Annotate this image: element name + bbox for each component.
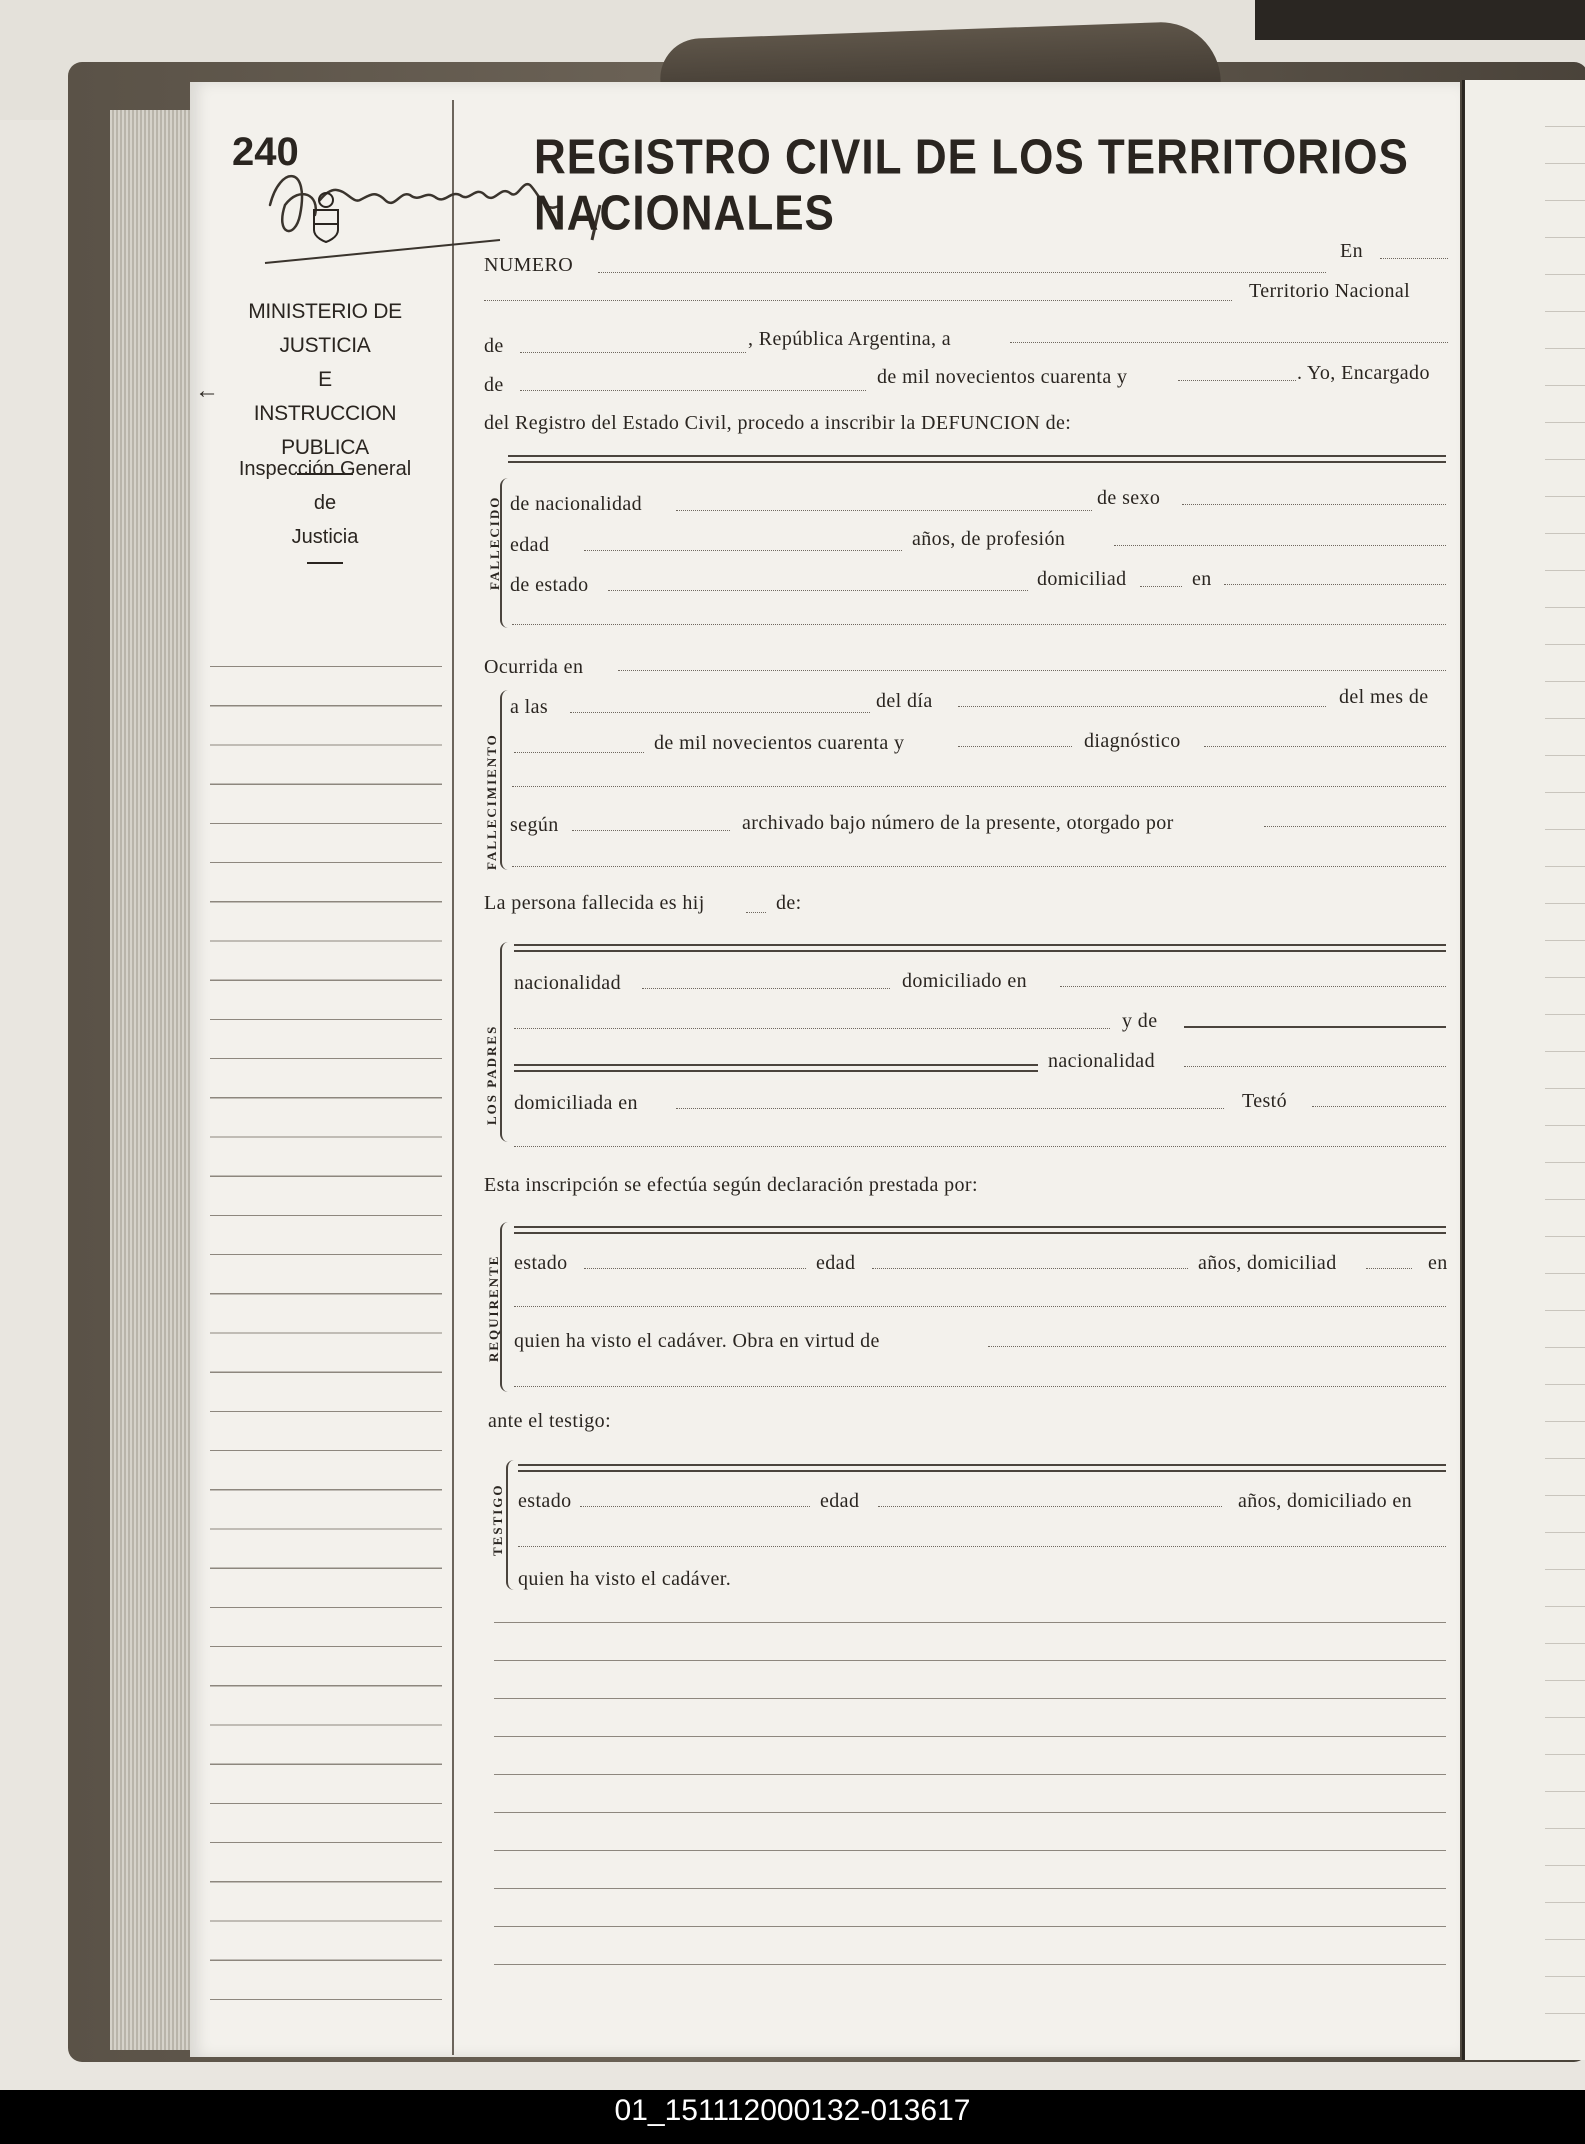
field-padre-nacionalidad[interactable]	[642, 988, 890, 989]
facing-page-lines	[1545, 90, 1585, 2050]
field-domicilio-cont[interactable]	[512, 624, 1446, 625]
field-padre-nombre[interactable]	[514, 944, 1446, 952]
label-del-dia: del día	[876, 690, 933, 712]
label-persona-fallecida: La persona fallecida es hij	[484, 892, 705, 914]
label-ante-testigo: ante el testigo:	[488, 1410, 612, 1432]
field-padre-domicilio[interactable]	[1060, 986, 1446, 987]
field-requirente-domiciliad-suffix[interactable]	[1366, 1268, 1412, 1269]
label-nacionalidad: nacionalidad	[1048, 1050, 1155, 1072]
label-quien-ha-visto: quien ha visto el cadáver.	[518, 1568, 732, 1590]
inspeccion-line-3: Justicia	[291, 526, 359, 548]
note-line[interactable]	[494, 1736, 1446, 1737]
label-del-registro: del Registro del Estado Civil, procedo a inscribir la DEFUNCION de:	[484, 412, 1072, 434]
label-republica: , República Argentina, a	[748, 328, 952, 350]
field-madre-domicilio[interactable]	[676, 1108, 1224, 1109]
page-number: 240	[232, 130, 299, 174]
note-line[interactable]	[494, 1926, 1446, 1927]
field-madre-nombre-cont[interactable]	[514, 1064, 1038, 1072]
field-dia[interactable]	[958, 706, 1326, 707]
label-diagnostico: diagnóstico	[1084, 730, 1181, 752]
label-yo-encargado: . Yo, Encargado	[1297, 362, 1430, 384]
label-de: de	[484, 335, 504, 357]
inspeccion-line-2: de	[313, 492, 337, 514]
brace	[500, 690, 510, 870]
field-padre-domicilio-cont[interactable]	[514, 1028, 1110, 1029]
field-testigo-domicilio[interactable]	[518, 1546, 1446, 1547]
field-requirente-domicilio[interactable]	[514, 1306, 1446, 1307]
brace	[500, 942, 510, 1142]
page-edges	[110, 110, 200, 2050]
label-edad: edad	[820, 1490, 860, 1512]
form-title: REGISTRO CIVIL DE LOS TERRITORIOS NACIONALES	[534, 130, 1409, 241]
label-esta-inscripcion: Esta inscripción se efectúa según declaración prestada por:	[484, 1174, 978, 1196]
section-label-requirente: REQUIRENTE	[486, 1254, 501, 1362]
section-label-testigo: TESTIGO	[490, 1483, 505, 1556]
label-anos-domiciliad: años, domiciliad	[1198, 1252, 1337, 1274]
margin-ruled-lines	[210, 628, 442, 2028]
label-de: de	[484, 374, 504, 396]
field-en[interactable]	[1380, 258, 1448, 259]
label-en: en	[1428, 1252, 1448, 1274]
field-nacionalidad[interactable]	[676, 510, 1092, 511]
field-sexo[interactable]	[1182, 504, 1446, 505]
field-testo[interactable]	[1312, 1106, 1446, 1107]
field-domiciliad-suffix[interactable]	[1140, 586, 1182, 587]
field-padres-cont[interactable]	[514, 1146, 1446, 1147]
field-requirente-estado[interactable]	[584, 1268, 806, 1269]
label-de-colon: de:	[776, 892, 802, 914]
inspeccion-line-1: Inspección General	[238, 458, 412, 480]
background-dark-corner	[1255, 0, 1585, 40]
field-requirente-nombre[interactable]	[514, 1226, 1446, 1234]
label-domiciliad: domiciliad	[1037, 568, 1127, 590]
field-place[interactable]	[484, 300, 1232, 301]
label-edad: edad	[510, 534, 550, 556]
note-line[interactable]	[494, 1812, 1446, 1813]
label-segun: según	[510, 814, 559, 836]
field-profesion[interactable]	[1114, 545, 1446, 546]
field-domicilio[interactable]	[1224, 584, 1446, 585]
field-diagnostico[interactable]	[1204, 746, 1446, 747]
label-edad: edad	[816, 1252, 856, 1274]
field-ano[interactable]	[958, 746, 1072, 747]
field-deceased-name[interactable]	[508, 455, 1446, 463]
label-nacionalidad: nacionalidad	[514, 972, 621, 994]
field-estado[interactable]	[608, 590, 1028, 591]
label-mil-novecientos-2: de mil novecientos cuarenta y	[654, 732, 905, 754]
field-segun[interactable]	[572, 830, 730, 831]
label-domiciliado-en: domiciliado en	[902, 970, 1028, 992]
label-de-estado: de estado	[510, 574, 589, 596]
divider	[307, 562, 343, 564]
label-quien-ha-visto: quien ha visto el cadáver. Obra en virtud de	[514, 1330, 880, 1352]
field-mes[interactable]	[514, 752, 644, 753]
margin-divider	[452, 100, 454, 2055]
note-line[interactable]	[494, 1850, 1446, 1851]
label-archivado: archivado bajo número de la presente, otorgado por	[742, 812, 1174, 834]
brace	[506, 1460, 516, 1590]
inspeccion-heading	[215, 452, 435, 572]
field-hij-suffix[interactable]	[746, 912, 766, 913]
section-label-los-padres: LOS PADRES	[484, 1024, 499, 1125]
label-domiciliada-en: domiciliada en	[514, 1092, 638, 1114]
field-lugar[interactable]	[618, 670, 1446, 671]
image-id-caption: 01_151112000132-013617	[614, 2094, 971, 2127]
coat-of-arms-icon	[306, 188, 346, 244]
note-line[interactable]	[494, 1622, 1446, 1623]
section-label-fallecimiento: FALLECIMIENTO	[484, 733, 499, 870]
label-a-las: a las	[510, 696, 549, 718]
field-testigo-edad[interactable]	[878, 1506, 1222, 1507]
note-line[interactable]	[494, 1774, 1446, 1775]
field-otorgado-por[interactable]	[1264, 826, 1446, 827]
field-edad[interactable]	[584, 550, 902, 551]
note-line[interactable]	[494, 1698, 1446, 1699]
note-line[interactable]	[494, 1660, 1446, 1661]
label-anos-profesion: años, de profesión	[912, 528, 1066, 550]
field-testigo-nombre[interactable]	[518, 1464, 1446, 1472]
label-en: En	[1340, 240, 1364, 262]
page-border-right	[1462, 80, 1464, 2060]
note-line[interactable]	[494, 1888, 1446, 1889]
field-obra-en-virtud[interactable]	[988, 1346, 1446, 1347]
field-territory[interactable]	[520, 352, 746, 353]
ministry-line-3: INSTRUCCION PUBLICA	[253, 402, 397, 459]
label-ocurrida-en: Ocurrida en	[484, 656, 584, 678]
label-testo: Testó	[1242, 1090, 1288, 1112]
field-day[interactable]	[1010, 342, 1448, 343]
ministry-line-1: MINISTERIO DE JUSTICIA	[248, 300, 402, 357]
label-estado: estado	[518, 1490, 572, 1512]
pointer-mark: ←	[195, 378, 219, 404]
label-estado: estado	[514, 1252, 568, 1274]
field-requirente-edad[interactable]	[872, 1268, 1188, 1269]
label-y-de: y de	[1122, 1010, 1158, 1032]
note-line[interactable]	[494, 1964, 1446, 1965]
label-de-nacionalidad: de nacionalidad	[510, 493, 643, 515]
ministry-line-2: E	[318, 368, 332, 391]
field-testigo-estado[interactable]	[580, 1506, 810, 1507]
field-madre-nombre[interactable]	[1184, 1026, 1446, 1028]
field-madre-nacionalidad[interactable]	[1184, 1066, 1446, 1067]
field-otorgado-cont[interactable]	[512, 866, 1446, 867]
field-hora[interactable]	[570, 712, 870, 713]
label-en: en	[1192, 568, 1212, 590]
field-month[interactable]	[520, 390, 866, 391]
label-anos-domiciliado: años, domiciliado en	[1238, 1490, 1413, 1512]
section-label-fallecido: FALLECIDO	[487, 495, 502, 590]
label-mil-novecientos: de mil novecientos cuarenta y	[877, 366, 1128, 388]
field-numero[interactable]	[598, 272, 1326, 273]
field-diagnostico-cont[interactable]	[512, 786, 1446, 787]
label-de-sexo: de sexo	[1097, 487, 1161, 509]
field-obra-cont[interactable]	[514, 1386, 1446, 1387]
label-territorio: Territorio Nacional	[1249, 280, 1411, 302]
field-year[interactable]	[1178, 380, 1296, 381]
label-numero: NUMERO	[484, 254, 574, 276]
label-del-mes-de: del mes de	[1339, 686, 1429, 708]
